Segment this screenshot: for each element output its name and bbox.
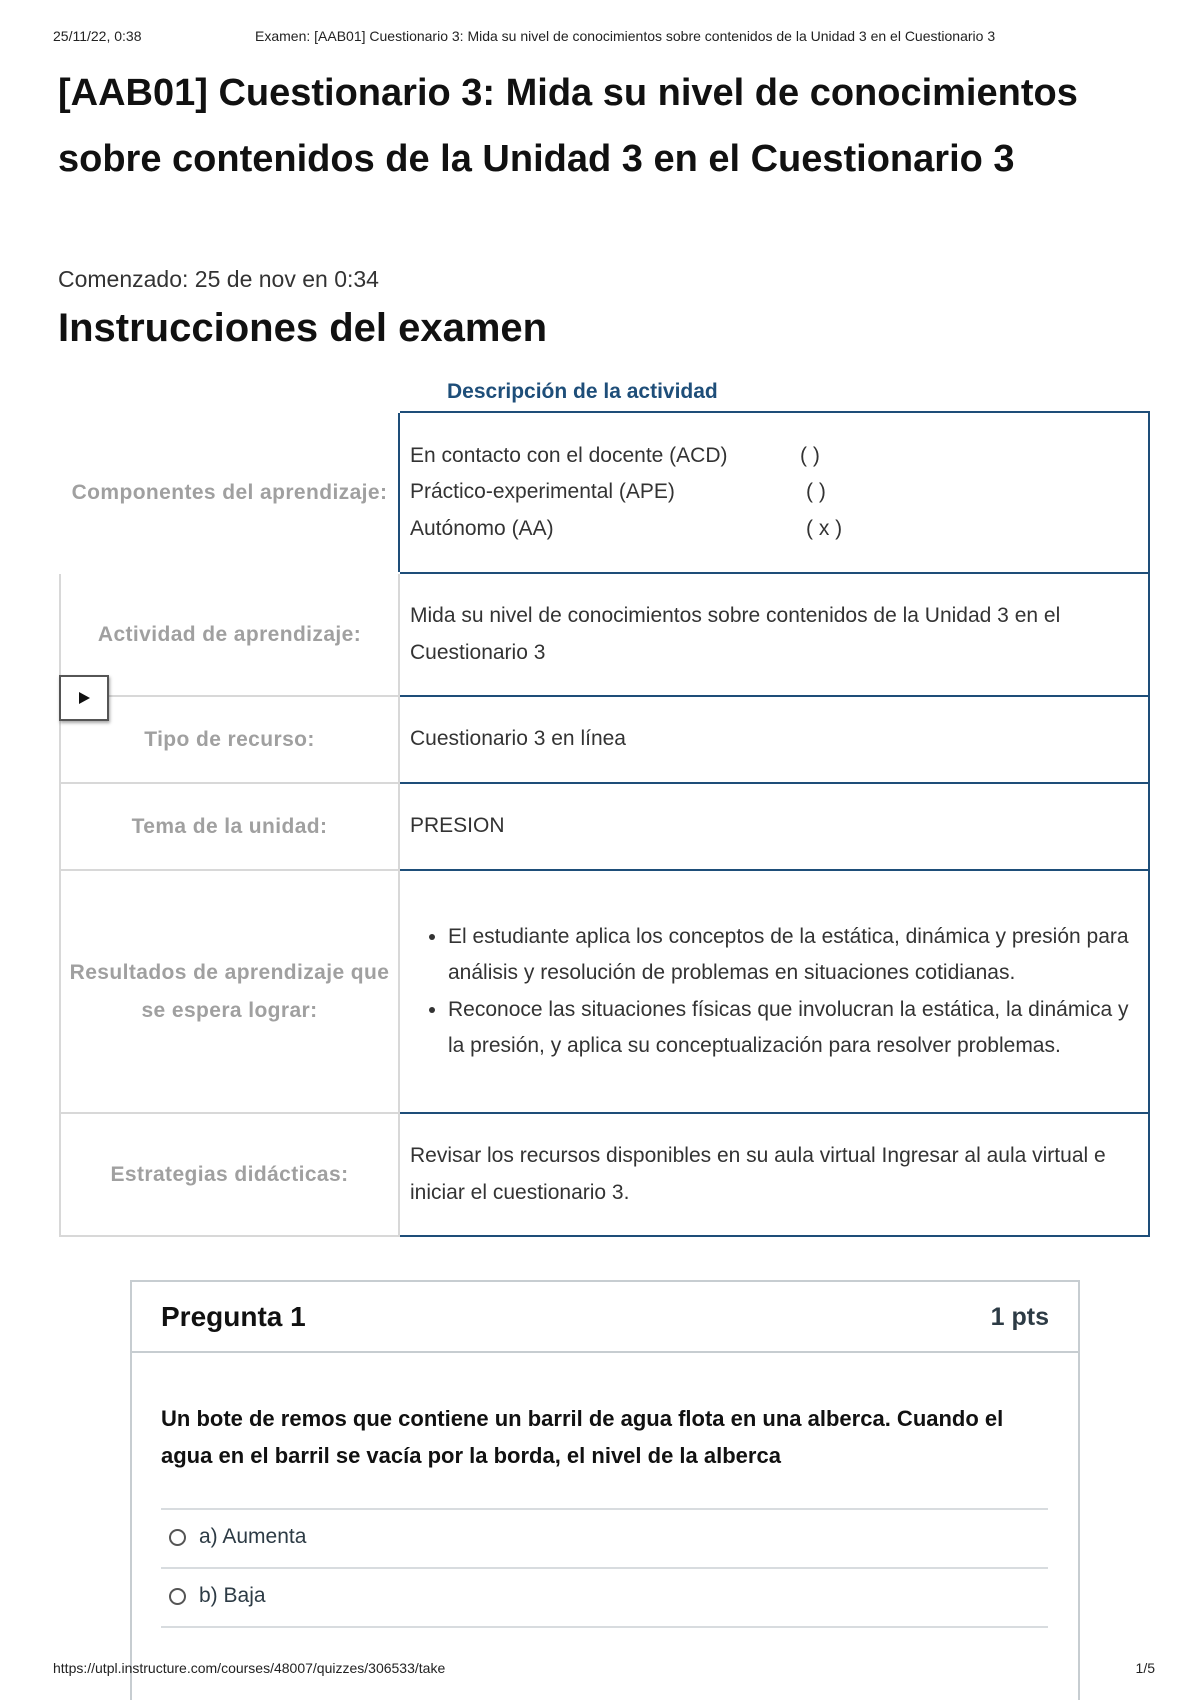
component-mark: ( ) (800, 443, 820, 467)
activity-caption: Descripción de la actividad (447, 380, 718, 403)
components-value (399, 412, 1149, 573)
print-url: https://utpl.instructure.com/courses/48007/quizzes/306533/take (53, 1660, 446, 1676)
activity-table (59, 411, 1150, 1237)
component-name: En contacto con el docente (ACD) (410, 443, 728, 467)
print-date: 25/11/22, 0:38 (53, 28, 142, 44)
print-page-number: 1/5 (1135, 1660, 1155, 1676)
component-mark: ( x ) (806, 516, 843, 540)
question-name: Pregunta 1 (161, 1301, 306, 1332)
question-text: Un bote de remos que contiene un barril de agua flota en una alberca. Cuando el agua en el barril se vacía por la borda, el nivel de la alberca (161, 1406, 1004, 1468)
print-footer (53, 1660, 1155, 1680)
activity-label: Actividad de aprendizaje: (60, 573, 399, 696)
started-timestamp: Comenzado: 25 de nov en 0:34 (58, 266, 379, 292)
answer-label: a) Aumenta (199, 1525, 307, 1548)
answer-label: b) Baja (199, 1584, 266, 1607)
results-value (399, 870, 1149, 1113)
components-label: Componentes del aprendizaje: (71, 480, 388, 504)
results-label: Resultados de aprendizaje que se espera lograr: (60, 870, 399, 1113)
activity-row-strategies (60, 1113, 1149, 1236)
component-mark: ( ) (806, 480, 826, 504)
result-item: • Reconoce las situaciones físicas que involucran la estática, la dinámica y la presión, y aplica su conceptualización para resolver problemas. (448, 992, 1138, 1065)
component-item (410, 438, 1138, 475)
print-doc-title: Examen: [AAB01] Cuestionario 3: Mida su nivel de conocimientos sobre contenidos de la Unidad 3 en el Cuestionario 3 (255, 28, 996, 44)
radio-button[interactable] (169, 1529, 186, 1546)
question-header (132, 1282, 1078, 1353)
radio-button[interactable] (169, 1588, 186, 1605)
answer-divider (161, 1626, 1048, 1628)
component-name: Práctico-experimental (APE) (410, 480, 675, 504)
activity-value: Mida su nivel de conocimientos sobre contenidos de la Unidad 3 en el Cuestionario 3 (399, 573, 1149, 696)
component-name: Autónomo (AA) (410, 516, 554, 540)
quiz-title: [AAB01] Cuestionario 3: Mida su nivel de conocimientos sobre contenidos de la Unidad 3 en el Cuestionario 3 (58, 72, 1078, 180)
component-item (410, 474, 1138, 511)
strategies-label: Estrategias didácticas: (60, 1113, 399, 1236)
result-item: • El estudiante aplica los conceptos de la estática, dinámica y presión para análisis y resolución de problemas en situaciones cotidianas. (448, 919, 1138, 992)
activity-row-activity (60, 573, 1149, 696)
activity-row-topic (60, 783, 1149, 870)
question-card (130, 1280, 1080, 1700)
component-item (410, 511, 1138, 548)
strategies-value: Revisar los recursos disponibles en su aula virtual Ingresar al aula virtual e iniciar el cuestionario 3. (399, 1113, 1149, 1236)
activity-row-resource (60, 696, 1149, 783)
resource-label: Tipo de recurso: (60, 696, 399, 783)
instructions-heading: Instrucciones del examen (58, 306, 548, 350)
play-icon (77, 691, 91, 705)
answer-option-a[interactable] (161, 1508, 1048, 1567)
activity-row-components (60, 412, 1149, 573)
answer-list (161, 1508, 1048, 1628)
resource-value: Cuestionario 3 en línea (399, 696, 1149, 783)
topic-value: PRESION (399, 783, 1149, 870)
topic-label: Tema de la unidad: (60, 783, 399, 870)
print-header (53, 28, 1160, 48)
question-points: 1 pts (990, 1303, 1049, 1331)
activity-row-results (60, 870, 1149, 1113)
play-button[interactable] (59, 675, 109, 721)
results-list (410, 919, 1138, 1065)
answer-option-b[interactable] (161, 1567, 1048, 1626)
